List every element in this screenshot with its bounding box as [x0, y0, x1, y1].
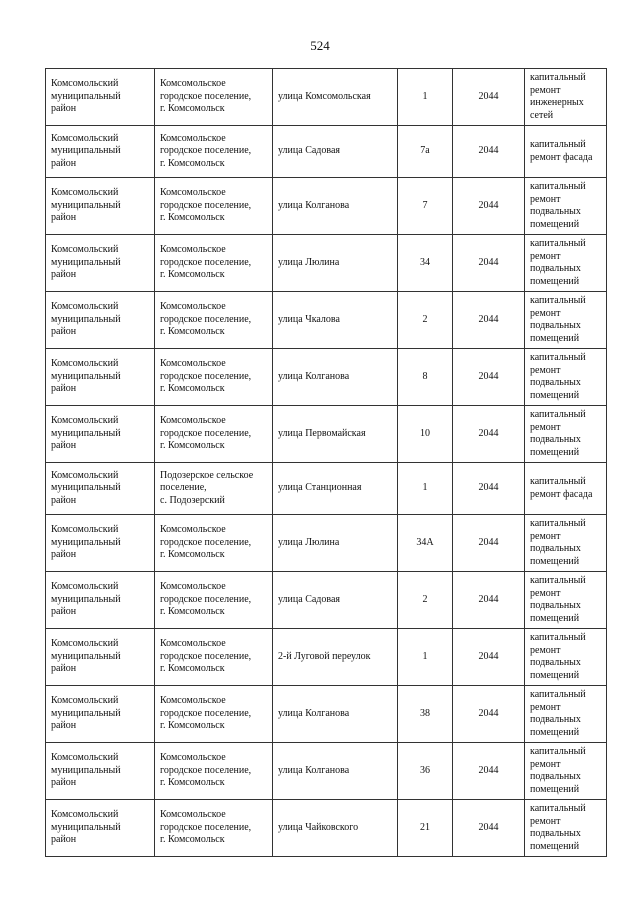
street-cell: [273, 235, 398, 292]
settlement-cell: [155, 292, 273, 349]
year-text: 2044: [478, 650, 499, 662]
house-number-text: 8: [422, 370, 428, 382]
settlement-text: Комсомольское городское поселение, г. Комсомольск: [160, 415, 252, 452]
table-row: [46, 800, 607, 857]
house-number-cell: [398, 235, 453, 292]
year-cell: [453, 235, 525, 292]
year-text: 2044: [478, 256, 499, 268]
district-cell: [46, 178, 155, 235]
year-cell: [453, 406, 525, 463]
street-cell: [273, 178, 398, 235]
house-number-cell: [398, 463, 453, 515]
district-text: Комсомольский муниципальный район: [51, 809, 121, 846]
table-row: [46, 349, 607, 406]
district-cell: [46, 69, 155, 126]
street-text: улица Комсомольская: [278, 90, 371, 102]
settlement-text: Комсомольское городское поселение, г. Комсомольск: [160, 301, 252, 338]
street-cell: [273, 743, 398, 800]
settlement-cell: [155, 349, 273, 406]
district-text: Комсомольский муниципальный район: [51, 524, 121, 561]
work-type-text: капитальный ремонт подвальных помещений: [530, 575, 586, 624]
work-type-text: капитальный ремонт подвальных помещений: [530, 238, 586, 287]
district-cell: [46, 629, 155, 686]
house-number-text: 1: [422, 90, 428, 102]
year-cell: [453, 743, 525, 800]
settlement-text: Комсомольское городское поселение, г. Комсомольск: [160, 132, 252, 169]
year-text: 2044: [478, 370, 499, 382]
work-type-cell: [525, 800, 607, 857]
street-cell: [273, 406, 398, 463]
house-number-cell: [398, 292, 453, 349]
street-cell: [273, 463, 398, 515]
settlement-text: Комсомольское городское поселение, г. Комсомольск: [160, 358, 252, 395]
table-row: [46, 629, 607, 686]
year-text: 2044: [478, 707, 499, 719]
work-type-text: капитальный ремонт подвальных помещений: [530, 518, 586, 567]
district-text: Комсомольский муниципальный район: [51, 244, 121, 281]
district-text: Комсомольский муниципальный район: [51, 638, 121, 675]
year-text: 2044: [478, 593, 499, 605]
work-type-cell: [525, 349, 607, 406]
house-number-cell: [398, 572, 453, 629]
work-type-text: капитальный ремонт подвальных помещений: [530, 803, 586, 852]
table-row: [46, 743, 607, 800]
street-cell: [273, 515, 398, 572]
work-type-text: капитальный ремонт подвальных помещений: [530, 689, 586, 738]
settlement-text: Комсомольское городское поселение, г. Комсомольск: [160, 524, 252, 561]
settlement-text: Комсомольское городское поселение, г. Комсомольск: [160, 695, 252, 732]
house-number-text: 21: [420, 821, 430, 833]
house-number-cell: [398, 69, 453, 126]
street-text: улица Колганова: [278, 707, 350, 719]
settlement-cell: [155, 800, 273, 857]
work-type-text: капитальный ремонт фасада: [530, 139, 593, 163]
street-cell: [273, 292, 398, 349]
settlement-cell: [155, 463, 273, 515]
district-cell: [46, 572, 155, 629]
work-type-cell: [525, 406, 607, 463]
year-text: 2044: [478, 427, 499, 439]
street-text: улица Колганова: [278, 370, 350, 382]
table-row: [46, 126, 607, 178]
district-text: Комсомольский муниципальный район: [51, 358, 121, 395]
house-number-cell: [398, 686, 453, 743]
work-type-text: капитальный ремонт подвальных помещений: [530, 352, 586, 401]
district-text: Комсомольский муниципальный район: [51, 301, 121, 338]
table-row: [46, 292, 607, 349]
work-type-cell: [525, 629, 607, 686]
table-row: [46, 572, 607, 629]
house-number-text: 34А: [416, 536, 434, 548]
district-cell: [46, 406, 155, 463]
year-cell: [453, 178, 525, 235]
table-row: [46, 463, 607, 515]
year-text: 2044: [478, 764, 499, 776]
settlement-cell: [155, 743, 273, 800]
house-number-cell: [398, 178, 453, 235]
street-text: улица Колганова: [278, 764, 350, 776]
district-cell: [46, 515, 155, 572]
work-type-text: капитальный ремонт фасада: [530, 476, 593, 500]
settlement-cell: [155, 629, 273, 686]
district-text: Комсомольский муниципальный район: [51, 695, 121, 732]
settlement-text: Комсомольское городское поселение, г. Комсомольск: [160, 809, 252, 846]
house-number-text: 34: [420, 256, 430, 268]
street-cell: [273, 629, 398, 686]
table-row: [46, 686, 607, 743]
house-number-text: 7: [422, 199, 428, 211]
house-number-text: 2: [422, 313, 428, 325]
work-type-text: капитальный ремонт подвальных помещений: [530, 409, 586, 458]
year-text: 2044: [478, 313, 499, 325]
table-row: [46, 406, 607, 463]
year-cell: [453, 515, 525, 572]
work-type-text: капитальный ремонт подвальных помещений: [530, 295, 586, 344]
settlement-cell: [155, 572, 273, 629]
table-row: [46, 235, 607, 292]
settlement-text: Комсомольское городское поселение, г. Комсомольск: [160, 78, 252, 115]
work-type-cell: [525, 292, 607, 349]
year-text: 2044: [478, 199, 499, 211]
district-cell: [46, 686, 155, 743]
street-text: 2-й Луговой переулок: [278, 650, 371, 662]
table-body: [46, 69, 607, 857]
district-text: Комсомольский муниципальный район: [51, 187, 121, 224]
district-cell: [46, 235, 155, 292]
house-number-text: 1: [422, 482, 428, 494]
table-row: [46, 515, 607, 572]
district-text: Комсомольский муниципальный район: [51, 78, 121, 115]
year-text: 2044: [478, 482, 499, 494]
year-cell: [453, 572, 525, 629]
work-type-text: капитальный ремонт подвальных помещений: [530, 632, 586, 681]
settlement-text: Комсомольское городское поселение, г. Комсомольск: [160, 581, 252, 618]
page-number: 524: [310, 38, 330, 53]
house-number-cell: [398, 406, 453, 463]
street-text: улица Садовая: [278, 145, 341, 157]
house-number-text: 10: [420, 427, 430, 439]
house-number-cell: [398, 743, 453, 800]
settlement-cell: [155, 235, 273, 292]
year-cell: [453, 463, 525, 515]
work-type-text: капитальный ремонт подвальных помещений: [530, 181, 586, 230]
work-type-cell: [525, 572, 607, 629]
district-cell: [46, 463, 155, 515]
year-cell: [453, 126, 525, 178]
year-text: 2044: [478, 90, 499, 102]
house-number-cell: [398, 349, 453, 406]
street-cell: [273, 69, 398, 126]
year-cell: [453, 629, 525, 686]
settlement-text: Комсомольское городское поселение, г. Комсомольск: [160, 752, 252, 789]
house-number-cell: [398, 629, 453, 686]
settlement-text: Подозерское сельское поселение, с. Подозерский: [160, 469, 254, 506]
settlement-cell: [155, 515, 273, 572]
work-type-cell: [525, 126, 607, 178]
street-text: улица Садовая: [278, 593, 341, 605]
street-text: улица Люлина: [278, 536, 340, 548]
year-text: 2044: [478, 145, 499, 157]
street-cell: [273, 686, 398, 743]
table-row: [46, 69, 607, 126]
settlement-text: Комсомольское городское поселение, г. Комсомольск: [160, 187, 252, 224]
street-text: улица Чкалова: [278, 313, 340, 325]
table-row: [46, 178, 607, 235]
district-cell: [46, 349, 155, 406]
street-cell: [273, 126, 398, 178]
year-text: 2044: [478, 536, 499, 548]
district-cell: [46, 743, 155, 800]
district-text: Комсомольский муниципальный район: [51, 132, 121, 169]
street-text: улица Люлина: [278, 256, 340, 268]
settlement-cell: [155, 126, 273, 178]
registry-table: [45, 68, 607, 857]
house-number-text: 1: [422, 650, 428, 662]
year-cell: [453, 686, 525, 743]
street-text: улица Первомайская: [278, 427, 366, 439]
street-text: улица Станционная: [278, 482, 362, 494]
work-type-cell: [525, 515, 607, 572]
year-cell: [453, 292, 525, 349]
house-number-cell: [398, 515, 453, 572]
district-cell: [46, 800, 155, 857]
settlement-cell: [155, 178, 273, 235]
house-number-cell: [398, 126, 453, 178]
work-type-text: капитальный ремонт подвальных помещений: [530, 746, 586, 795]
settlement-cell: [155, 406, 273, 463]
work-type-cell: [525, 463, 607, 515]
house-number-text: 2: [422, 593, 428, 605]
year-cell: [453, 800, 525, 857]
house-number-text: 36: [420, 764, 430, 776]
settlement-text: Комсомольское городское поселение, г. Комсомольск: [160, 638, 252, 675]
street-cell: [273, 572, 398, 629]
work-type-cell: [525, 178, 607, 235]
district-text: Комсомольский муниципальный район: [51, 469, 121, 506]
settlement-cell: [155, 69, 273, 126]
year-text: 2044: [478, 821, 499, 833]
house-number-text: 38: [420, 707, 430, 719]
year-cell: [453, 349, 525, 406]
work-type-text: капитальный ремонт инженерных сетей: [530, 72, 586, 121]
district-cell: [46, 126, 155, 178]
street-cell: [273, 800, 398, 857]
settlement-cell: [155, 686, 273, 743]
work-type-cell: [525, 743, 607, 800]
district-text: Комсомольский муниципальный район: [51, 415, 121, 452]
house-number-cell: [398, 800, 453, 857]
work-type-cell: [525, 235, 607, 292]
house-number-text: 7а: [420, 145, 430, 157]
work-type-cell: [525, 69, 607, 126]
street-text: улица Колганова: [278, 199, 350, 211]
street-cell: [273, 349, 398, 406]
district-text: Комсомольский муниципальный район: [51, 752, 121, 789]
district-cell: [46, 292, 155, 349]
year-cell: [453, 69, 525, 126]
work-type-cell: [525, 686, 607, 743]
street-text: улица Чайковского: [278, 821, 359, 833]
settlement-text: Комсомольское городское поселение, г. Комсомольск: [160, 244, 252, 281]
district-text: Комсомольский муниципальный район: [51, 581, 121, 618]
